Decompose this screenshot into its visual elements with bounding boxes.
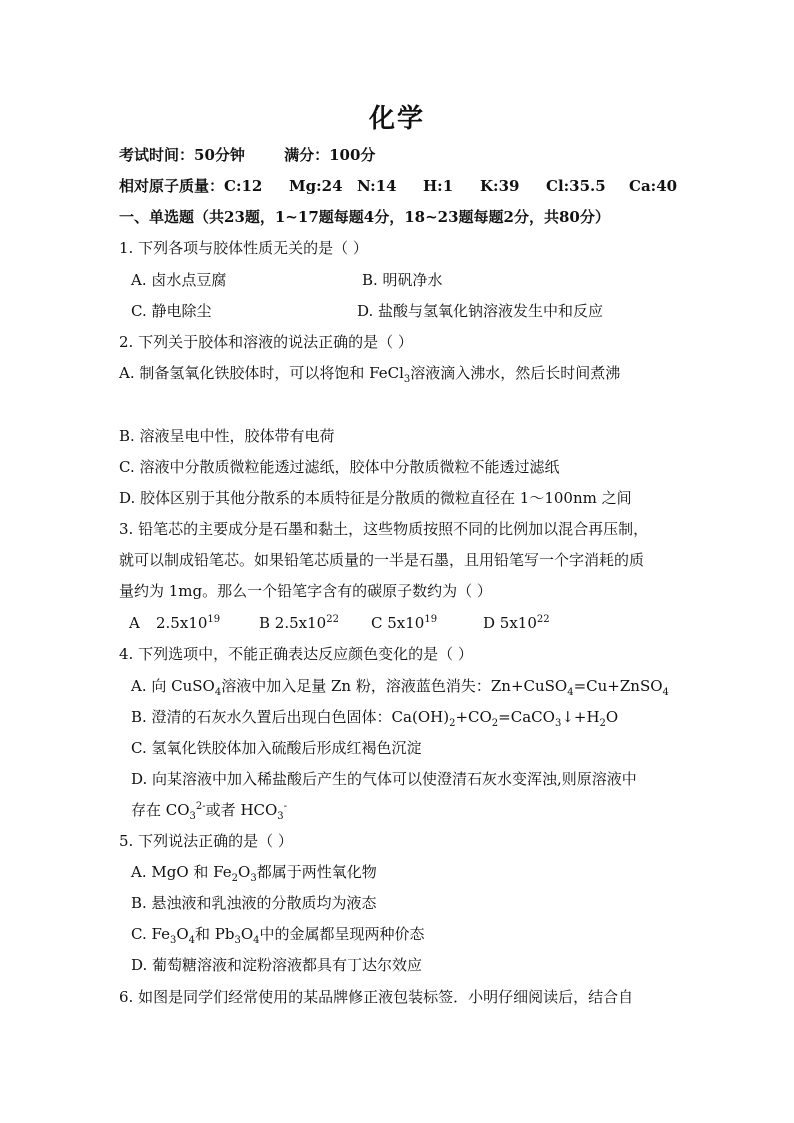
question-2-option-b: B. 溶液呈电中性，胶体带有电荷 bbox=[119, 427, 335, 445]
exam-time: 考试时间：50分钟 bbox=[119, 146, 245, 164]
page-title: 化学 bbox=[368, 104, 425, 134]
question-3-options bbox=[129, 613, 579, 633]
atomic-mass-cl: Cl:35.5 bbox=[546, 177, 606, 195]
atomic-mass-mg: Mg:24 bbox=[289, 177, 343, 195]
question-3-option-c: C $5x10^{19}$ bbox=[371, 614, 438, 632]
exam-score: 满分：100分 bbox=[284, 146, 376, 164]
question-2-option-a: A. 制备氢氧化铁胶体时，可以将饱和 FeCl$_3$溶液滴入沸水，然后长时间煮沸 bbox=[119, 364, 621, 385]
question-5-option-a: A. MgO 和 $Fe_2O_3$都属于两性氧化物 bbox=[131, 863, 377, 884]
atomic-mass-label: 相对原子质量：C:12 bbox=[119, 177, 263, 195]
atomic-mass-ca: Ca:40 bbox=[629, 177, 678, 195]
atomic-mass-k: K:39 bbox=[480, 177, 520, 195]
question-4-option-d-line-2: 存在 $CO_3^{2-}$或者 $HCO_3^-$ bbox=[131, 801, 288, 822]
question-4-stem: 4. 下列选项中，不能正确表达反应颜色变化的是（ ） bbox=[119, 645, 473, 663]
question-3-stem-line-1: 3. 铅笔芯的主要成分是石墨和黏土，这些物质按照不同的比例加以混合再压制， bbox=[119, 520, 649, 538]
question-4-option-a: A. 向 CuSO$_4$溶液中加入足量 Zn 粉，溶液蓝色消失：Zn+CuSO$_4$=Cu+ZnSO$_4$ bbox=[131, 677, 669, 698]
question-1-stem: 1. 下列各项与胶体性质无关的是（ ） bbox=[119, 239, 368, 257]
question-5-option-b: B. 悬浊液和乳浊液的分散质均为液态 bbox=[131, 894, 377, 912]
question-2-stem: 2. 下列关于胶体和溶液的说法正确的是（ ） bbox=[119, 333, 413, 351]
question-4-option-c: C. 氢氧化铁胶体加入硫酸后形成红褐色沉淀 bbox=[131, 739, 422, 757]
question-1-option-d: D. 盐酸与氢氧化钠溶液发生中和反应 bbox=[357, 302, 604, 320]
atomic-mass-h: H:1 bbox=[423, 177, 454, 195]
question-6-stem: 6. 如图是同学们经常使用的某品牌修正液包装标签．小明仔细阅读后，结合自 bbox=[119, 988, 634, 1006]
question-5-option-d: D. 葡萄糖溶液和淀粉溶液都具有丁达尔效应 bbox=[131, 956, 423, 974]
exam-info bbox=[119, 145, 375, 165]
question-3-option-b: B $2.5x10^{22}$ bbox=[259, 614, 339, 632]
atomic-mass-n: N:14 bbox=[357, 177, 397, 195]
question-1-option-c: C. 静电除尘 bbox=[131, 302, 212, 320]
question-1-option-b: B. 明矾净水 bbox=[362, 271, 443, 289]
atomic-mass-row bbox=[119, 176, 679, 196]
question-5-stem: 5. 下列说法正确的是（ ） bbox=[119, 832, 293, 850]
question-2-option-d: D. 胶体区别于其他分散系的本质特征是分散质的微粒直径在 1～100nm 之间 bbox=[119, 489, 632, 507]
question-4-option-b: B. 澄清的石灰水久置后出现白色固体：$Ca(OH)_2+CO_2=CaCO_3↓+H_2O$ bbox=[131, 708, 619, 729]
question-4-option-d-line-1: D. 向某溶液中加入稀盐酸后产生的气体可以使澄清石灰水变浑浊,则原溶液中 bbox=[131, 770, 637, 788]
question-3-option-a-label: A bbox=[129, 614, 140, 632]
question-2-option-c: C. 溶液中分散质微粒能透过滤纸，胶体中分散质微粒不能透过滤纸 bbox=[119, 458, 560, 476]
question-5-option-c: C. $Fe_3O_4$和 $Pb_3O_4$中的金属都呈现两种价态 bbox=[131, 925, 425, 946]
question-3-stem-line-3: 量约为 1mg。那么一个铅笔字含有的碳原子数约为（ ） bbox=[119, 582, 492, 600]
section-heading: 一、单选题（共23题，1~17题每题4分，18~23题每题2分，共80分） bbox=[119, 208, 610, 226]
question-3-stem-line-2: 就可以制成铅笔芯。如果铅笔芯质量的一半是石墨，且用铅笔写一个字消耗的质 bbox=[119, 551, 645, 569]
question-3-option-a: $2.5x10^{19}$ bbox=[156, 614, 221, 632]
question-1-option-a: A. 卤水点豆腐 bbox=[131, 271, 227, 289]
question-3-option-d: D $5x10^{22}$ bbox=[483, 614, 550, 632]
